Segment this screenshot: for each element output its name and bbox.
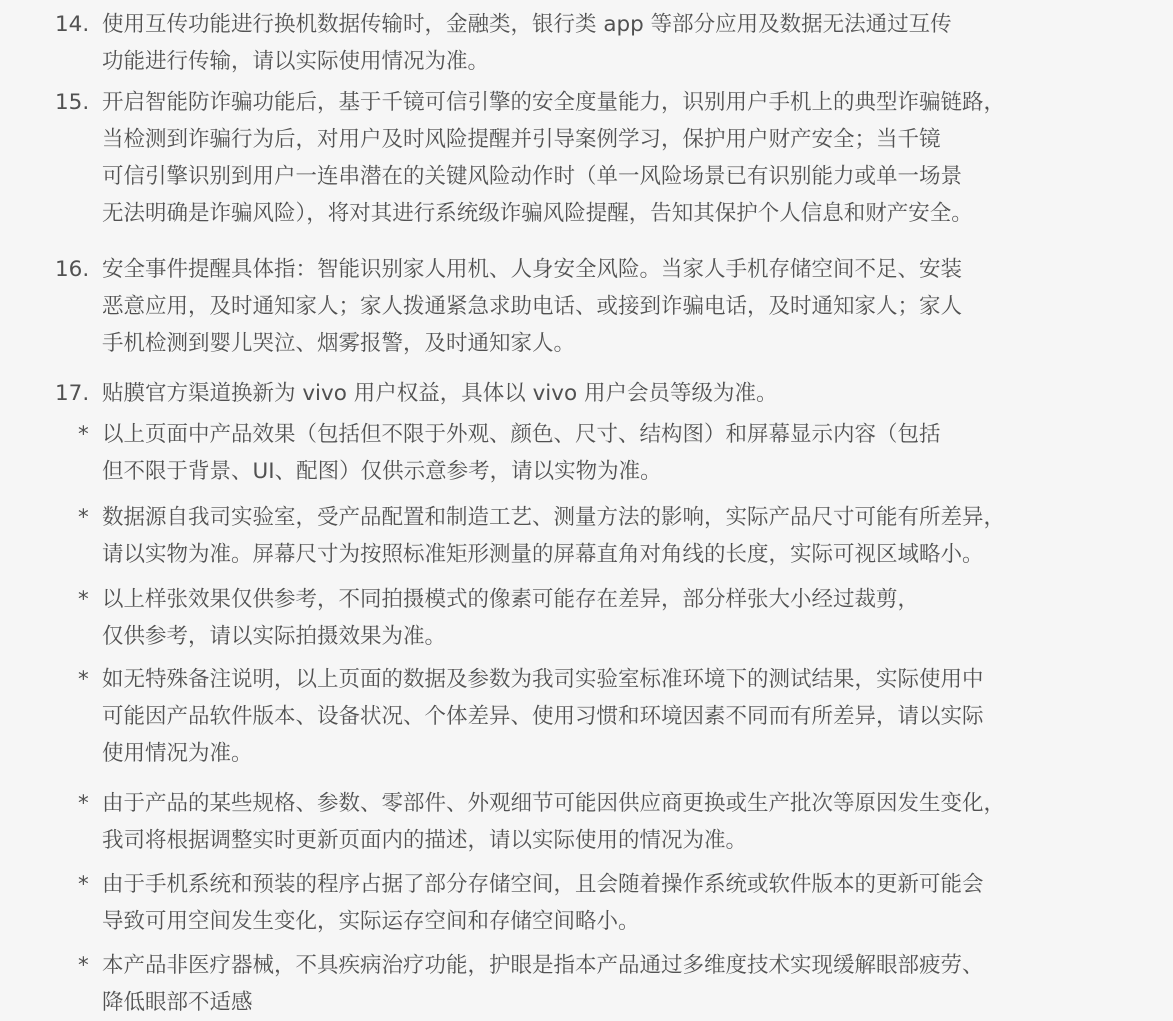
asterisk-marker: * [78,667,89,692]
note-line: 由于产品的某些规格、参数、零部件、外观细节可能因供应商更换或生产批次等原因发生变化， [102,791,1006,816]
note-line: 导致可用空间发生变化，实际运存空间和存储空间略小。 [102,909,640,934]
note-line: 使用互传功能进行换机数据传输时，金融类，银行类 app 等部分应用及数据无法通过互传 [102,12,952,37]
note-number: 17. [55,381,90,406]
note-line: 功能进行传输，请以实际使用情况为准。 [102,49,490,74]
note-line: 手机检测到婴儿哭泣、烟雾报警，及时通知家人。 [102,331,576,356]
note-line: 安全事件提醒具体指：智能识别家人用机、人身安全风险。当家人手机存储空间不足、安装 [102,257,963,282]
note-line: 以上页面中产品效果（包括但不限于外观、颜色、尺寸、结构图）和屏幕显示内容（包括 [102,422,941,447]
note-line: 可能因产品软件版本、设备状况、个体差异、使用习惯和环境因素不同而有所差异，请以实际 [102,704,984,729]
note-line: 数据源自我司实验室，受产品配置和制造工艺、测量方法的影响，实际产品尺寸可能有所差异， [102,505,1006,530]
asterisk-marker: * [78,872,89,897]
note-line: 以上样张效果仅供参考，不同拍摄模式的像素可能存在差异，部分样张大小经过裁剪， [102,587,920,612]
note-line: 请以实物为准。屏幕尺寸为按照标准矩形测量的屏幕直角对角线的长度，实际可视区域略小。 [102,542,984,567]
note-line: 开启智能防诈骗功能后，基于千镜可信引擎的安全度量能力，识别用户手机上的典型诈骗链路， [102,90,1006,115]
note-line: 本产品非医疗器械，不具疾病治疗功能，护眼是指本产品通过多维度技术实现缓解眼部疲劳、 [102,953,984,978]
asterisk-marker: * [78,587,89,612]
asterisk-marker: * [78,791,89,816]
note-number: 15. [55,90,90,115]
asterisk-marker: * [78,422,89,447]
note-line: 但不限于背景、UI、配图）仅供示意参考，请以实物为准。 [102,459,662,484]
asterisk-marker: * [78,505,89,530]
note-line: 贴膜官方渠道换新为 vivo 用户权益，具体以 vivo 用户会员等级为准。 [102,381,778,406]
note-line: 使用情况为准。 [102,741,253,766]
note-line: 恶意应用，及时通知家人；家人拨通紧急求助电话、或接到诈骗电话，及时通知家人；家人 [102,294,963,319]
note-line: 如无特殊备注说明，以上页面的数据及参数为我司实验室标准环境下的测试结果，实际使用中 [102,667,984,692]
note-number: 16. [55,257,90,282]
note-line: 当检测到诈骗行为后，对用户及时风险提醒并引导案例学习，保护用户财产安全；当千镜 [102,127,941,152]
asterisk-marker: * [78,953,89,978]
note-line: 降低眼部不适感 [102,990,253,1015]
note-number: 14. [55,12,90,37]
note-line: 可信引擎识别到用户一连串潜在的关键风险动作时（单一风险场景已有识别能力或单一场景 [102,164,963,189]
note-line: 仅供参考，请以实际拍摄效果为准。 [102,624,447,649]
note-line: 无法明确是诈骗风险），将对其进行系统级诈骗风险提醒，告知其保护个人信息和财产安全。 [102,201,973,226]
note-line: 由于手机系统和预装的程序占据了部分存储空间，且会随着操作系统或软件版本的更新可能会 [102,872,984,897]
note-line: 我司将根据调整实时更新页面内的描述，请以实际使用的情况为准。 [102,828,748,853]
